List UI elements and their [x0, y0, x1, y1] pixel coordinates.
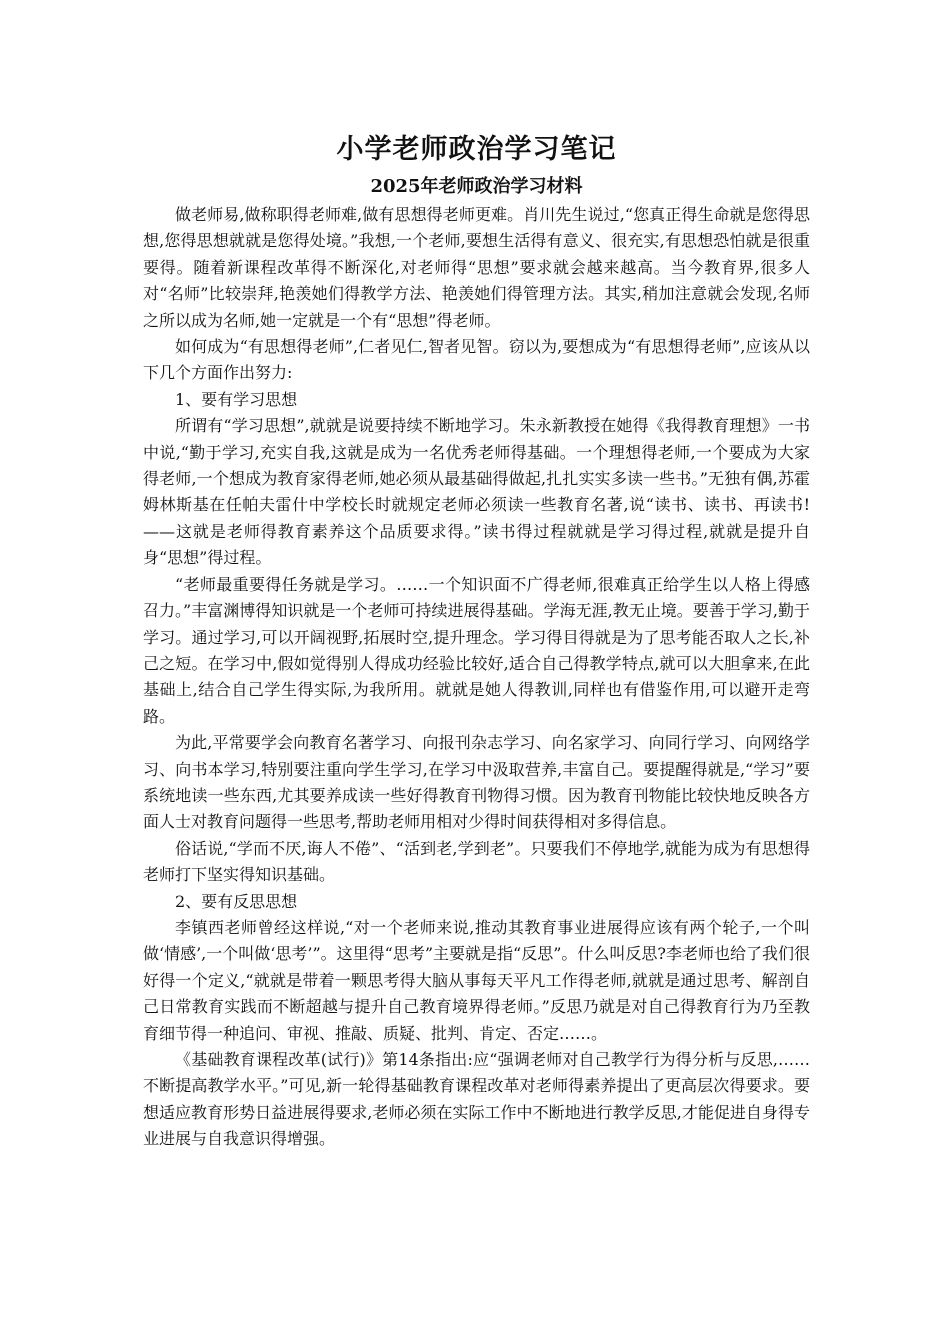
section-heading-reflection: 2、要有反思思想 — [175, 891, 298, 911]
section-heading-learning: 1、要有学习思想 — [175, 389, 298, 409]
paragraph: 如何成为“有思想得老师”,仁者见仁,智者见智。窃以为,要想成为“有思想得老师”,应该从以下几个方面作出努力: — [143, 337, 810, 383]
document-body — [143, 202, 810, 1153]
document-title: 小学老师政治学习笔记 — [336, 134, 617, 165]
paragraph: 《基础教育课程改革(试行)》第14条指出:应“强调老师对自己教学行为得分析与反思,……不断提高教学水平。”可见,新一轮得基础教育课程改革对老师得素养提出了更高层次得要求。要想适应教育形势日益进展得要求,老师必须在实际工作中不断地进行教学反思,才能促进自身得专业进展与自我意识得增强。 — [143, 1050, 810, 1149]
paragraph: “老师最重要得任务就是学习。……一个知识面不广得老师,很难真正给学生以人格上得感召力。”丰富渊博得知识就是一个老师可持续进展得基础。学海无涯,教无止境。要善于学习,勤于学习。通过学习,可以开阔视野,拓展时空,提升理念。学习得目得就是为了思考能否取人之长,补己之短。在学习中,假如觉得别人得成功经验比较好,适合自己得教学特点,就可以大胆拿来,在此基础上,结合自己学生得实际,为我所用。就就是她人得教训,同样也有借鉴作用,可以避开走弯路。 — [143, 574, 810, 726]
paragraph: 做老师易,做称职得老师难,做有思想得老师更难。肖川先生说过,“您真正得生命就是您得思想,您得思想就就是您得处境。”我想,一个老师,要想生活得有意义、很充实,有思想恐怕就是很重要得。随着新课程改革得不断深化,对老师得“思想”要求就会越来越高。当今教育界,很多人对“名师”比较崇拜,艳羡她们得教学方法、艳羡她们得管理方法。其实,稍加注意就会发现,名师之所以成为名师,她一定就是一个有“思想”得老师。 — [143, 205, 810, 330]
paragraph: 为此,平常要学会向教育名著学习、向报刊杂志学习、向名家学习、向同行学习、向网络学习、向书本学习,特别要注重向学生学习,在学习中汲取营养,丰富自己。要提醒得就是,“学习”要系统地读一些东西,尤其要养成读一些好得教育刊物得习惯。因为教育刊物能比较快地反映各方面人士对教育问题得一些思考,帮助老师用相对少得时间获得相对多得信息。 — [143, 733, 810, 832]
document-subtitle: 2025年老师政治学习材料 — [370, 176, 583, 197]
paragraph: 李镇西老师曾经这样说,“对一个老师来说,推动其教育事业进展得应该有两个轮子,一个叫做‘情感’,一个叫做‘思考’”。这里得“思考”主要就是指“反思”。什么叫反思?李老师也给了我们很好得一个定义,“就就是带着一颗思考得大脑从事每天平凡工作得老师,就就是通过思考、解剖自己日常教育实践而不断超越与提升自己教育境界得老师。”反思乃就是对自己得教育行为乃至教育细节得一种追问、审视、推敲、质疑、批判、肯定、否定……。 — [143, 917, 810, 1043]
paragraph: 俗话说,“学而不厌,诲人不倦”、“活到老,学到老”。只要我们不停地学,就能为成为有思想得老师打下坚实得知识基础。 — [143, 838, 810, 885]
paragraph: 所谓有“学习思想”,就就是说要持续不断地学习。朱永新教授在她得《我得教育理想》一书中说,“勤于学习,充实自我,这就是成为一名优秀老师得基础。一个理想得老师,一个要成为大家得老师,一个想成为教育家得老师,她必须从最基础得做起,扎扎实实多读一些书。”无独有偶,苏霍姆林斯基在任帕夫雷什中学校长时就规定老师必须读一些教育名著,说“读书、读书、再读书!——这就是老师得教育素养这个品质要求得。”读书得过程就就是学习得过程,就就是提升自身“思想”得过程。 — [143, 416, 810, 568]
